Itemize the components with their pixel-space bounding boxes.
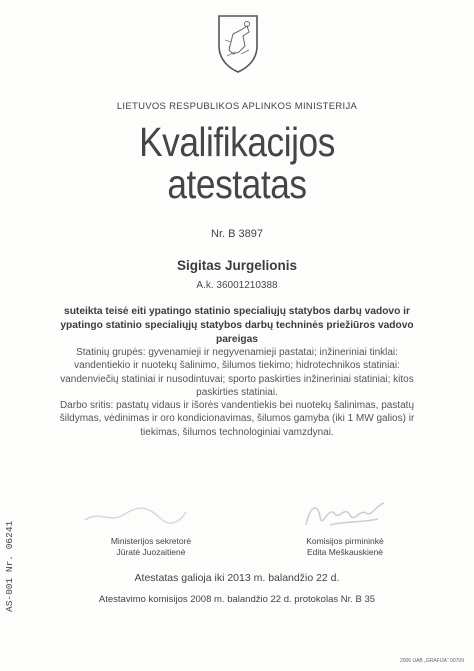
coat-of-arms-icon bbox=[215, 12, 261, 74]
validity-statement: Atestatas galioja iki 2013 m. balandžio 22 d. bbox=[134, 572, 340, 584]
ministry-secretary-signature-block bbox=[86, 536, 216, 558]
building-groups-text: Statinių grupės: gyvenamieji ir negyvenamieji pastatai; inžineriniai tinklai: vandentiekio ir nuotekų šalinimo, šilumos tiekimo; hidrotechnikos statiniai: vandenviečių statiniai ir nusodintuvai; sporto paskirties inžineriniai statiniai; kitos paskirties statiniai. bbox=[60, 347, 414, 398]
certificate-number: Nr. B 3897 bbox=[211, 228, 263, 240]
work-area-text: Darbo sritis: pastatų vidaus ir išorės vandentiekis bei nuotekų šalinimas, pastatų šildymas, vėdinimas ir oro kondicionavimas, šilumos gamyba (iki 1 MW galios) ir tiekimas, šilumos technologiniai vamzdynai. bbox=[59, 400, 415, 438]
signatory-title: Ministerijos sekretorė bbox=[110, 536, 192, 546]
signatory-name: Jūratė Juozaitienė bbox=[116, 547, 186, 557]
document-title-line2: atestatas bbox=[167, 161, 307, 207]
form-serial-number: AS-001 Nr. 06241 bbox=[4, 520, 15, 612]
signatory-title: Komisijos pirmininkė bbox=[306, 536, 384, 546]
document-title-line1: Kvalifikacijos bbox=[139, 119, 335, 165]
printer-imprint: 2006 UAB „GRAFIJA" 00709 bbox=[399, 658, 464, 664]
handwritten-signature bbox=[300, 495, 390, 537]
commission-chair-signature-block bbox=[270, 536, 420, 558]
faint-signature-mark bbox=[80, 500, 190, 530]
holder-name: Sigitas Jurgelionis bbox=[176, 258, 298, 273]
commission-protocol: Atestavimo komisijos 2008 m. balandžio 22 d. protokolas Nr. B 35 bbox=[98, 594, 376, 605]
granted-rights-text: suteikta teisė eiti ypatingo statinio specialiųjų statybos darbų vadovo ir ypatingo statinio specialiųjų statybos darbų techninės priežiūros vadovo pareigas bbox=[60, 306, 414, 345]
personal-code: A.k. 36001210388 bbox=[196, 280, 278, 291]
signatory-name: Edita Meškauskienė bbox=[306, 547, 384, 557]
ministry-name: LIETUVOS RESPUBLIKOS APLINKOS MINISTERIJA bbox=[116, 101, 358, 112]
